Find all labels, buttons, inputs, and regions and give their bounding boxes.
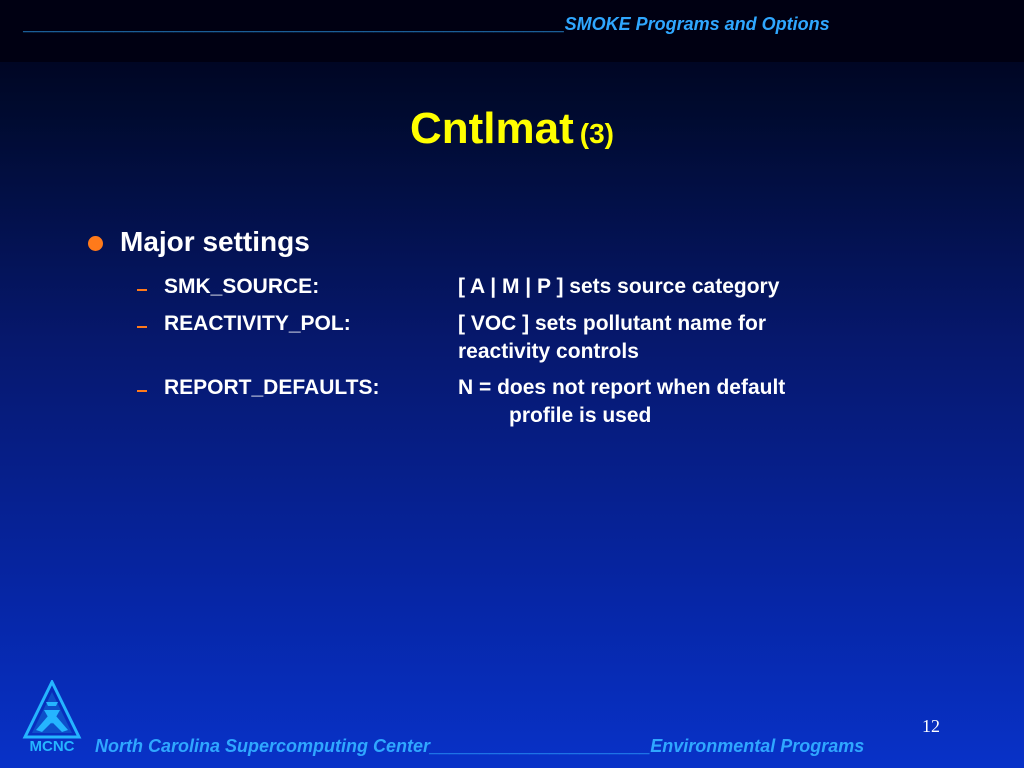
bullet-dot-icon	[88, 236, 103, 251]
logo-text: MCNC	[29, 738, 75, 755]
setting-key-reactivity-pol: REACTIVITY_POL:	[164, 312, 351, 335]
setting-key-report-defaults: REPORT_DEFAULTS:	[164, 376, 380, 399]
page-number: 12	[922, 716, 940, 736]
dash-bullet-icon	[137, 289, 147, 291]
setting-key-smk-source: SMK_SOURCE:	[164, 275, 320, 298]
setting-value-reactivity-pol	[458, 310, 766, 366]
dash-bullet-icon	[137, 390, 147, 392]
value-line: [ VOC ] sets pollutant name for	[458, 312, 767, 335]
header-text: ______________________________________________________SMOKE Programs and Options	[24, 14, 830, 34]
value-line: N = does not report when default	[458, 376, 786, 399]
title-sub: (3)	[579, 118, 614, 149]
value-line: profile is used	[509, 404, 652, 427]
dash-bullet-icon	[137, 326, 147, 328]
slide-title	[0, 104, 1024, 154]
value-line: reactivity controls	[458, 340, 639, 363]
setting-value-smk-source: [ A | M | P ] sets source category	[458, 275, 780, 298]
title-main: Cntlmat	[409, 104, 574, 153]
setting-value-report-defaults	[458, 374, 785, 430]
bullet-major-settings: Major settings	[120, 226, 310, 257]
footer-text: North Carolina Supercomputing Center______________________Environmental Programs	[95, 736, 865, 756]
